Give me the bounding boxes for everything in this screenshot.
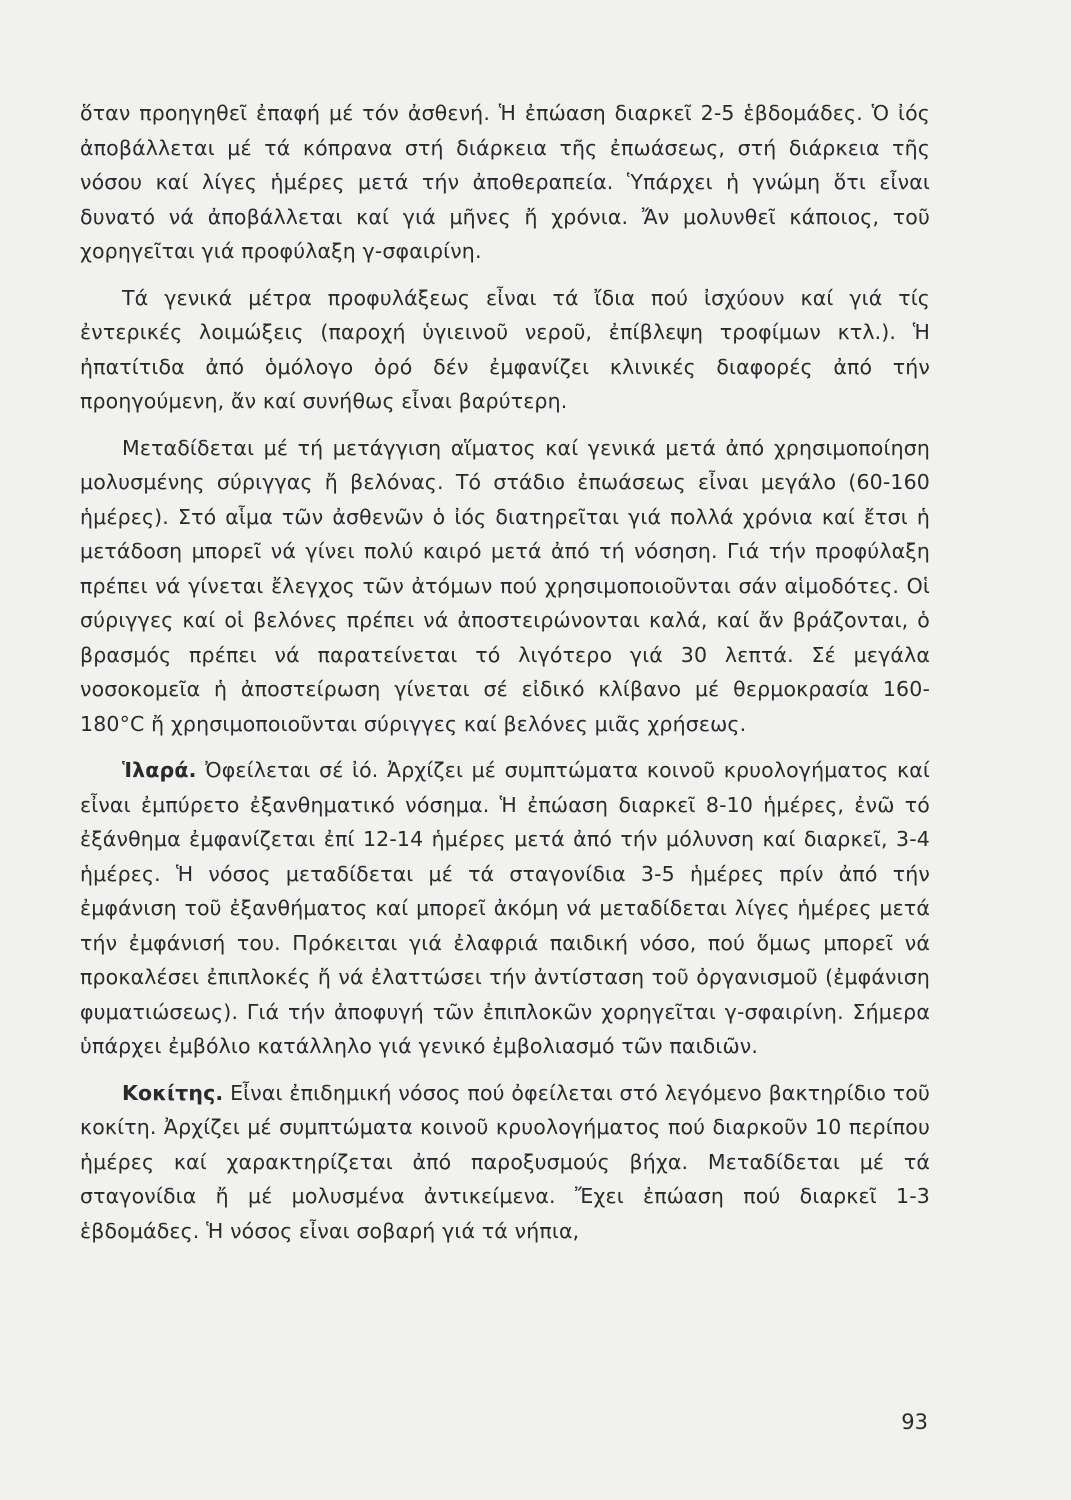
paragraph-text: ὅταν προηγηθεῖ ἐπαφή μέ τόν ἀσθενή. Ἡ ἐπώαση διαρκεῖ 2-5 ἑβδομάδες. Ὁ ἰός ἀποβάλλεται μέ τά κόπρανα στή διάρκεια τῆς ἐπωάσεως, στή διάρκεια τῆς νόσου καί λίγες ἡμέρες μετά τήν ἀποθεραπεία. Ὑπάρχει ἡ γνώμη ὅτι εἶναι δυνατό νά ἀποβάλλεται καί γιά μῆνες ἤ χρόνια. Ἄν μολυνθεῖ κάποιος, τοῦ χορηγεῖται γιά προφύλαξη γ-σφαιρίνη. [80,101,930,263]
body-text [80,96,930,1248]
term-measles: Ἱλαρά. [122,758,197,782]
paragraph-text: Ὀφείλεται σέ ἰό. Ἀρχίζει μέ συμπτώματα κοινοῦ κρυολογήματος καί εἶναι ἐμπύρετο ἐξανθηματικό νόσημα. Ἡ ἐπώαση διαρκεῖ 8-10 ἡμέρες, ἐνῶ τό ἐξάνθημα ἐμφανίζεται ἐπί 12-14 ἡμέρες μετά ἀπό τήν μόλυνση καί διαρκεῖ, 3-4 ἡμέρες. Ἡ νόσος μεταδίδεται μέ τά σταγονίδια 3-5 ἡμέρες πρίν ἀπό τήν ἐμφάνιση τοῦ ἐξανθήματος καί μπορεῖ ἀκόμη νά μεταδίδεται λίγες ἡμέρες μετά τήν ἐμφάνισή του. Πρόκειται γιά ἐλαφριά παιδική νόσο, πού ὅμως μπορεῖ νά προκαλέσει ἐπιπλοκές ἤ νά ἐλαττώσει τήν ἀντίσταση τοῦ ὀργανισμοῦ (ἐμφάνιση φυματιώσεως). Γιά τήν ἀποφυγή τῶν ἐπιπλοκῶν χορηγεῖται γ-σφαιρίνη. Σήμερα ὑπάρχει ἐμβόλιο κατάλληλο γιά γενικό ἐμβολιασμό τῶν παιδιῶν. [80,758,930,1058]
term-whooping-cough: Κοκίτης. [122,1080,224,1105]
paragraph-prevention-measures [80,281,930,419]
paragraph-transmission [80,431,930,742]
paragraph-measles [80,753,930,1064]
paragraph-text: Τά γενικά μέτρα προφυλάξεως εἶναι τά ἴδια πού ἰσχύουν καί γιά τίς ἐντερικές λοιμώξεις (παροχή ὑγιεινοῦ νεροῦ, ἐπίβλεψη τροφίμων κτλ.). Ἡ ἠπατίτιδα ἀπό ὁμόλογο ὀρό δέν ἐμφανίζει κλινικές διαφορές ἀπό τήν προηγούμενη, ἄν καί συνήθως εἶναι βαρύτερη. [80,285,930,413]
paragraph-text: Εἶναι ἐπιδημική νόσος πού ὀφείλεται στό λεγόμενο βακτηρίδιο τοῦ κοκίτη. Ἀρχίζει μέ συμπτώματα κοινοῦ κρυολογήματος πού διαρκοῦν 10 περίπου ἡμέρες καί χαρακτηρίζεται ἀπό παροξυσμούς βήχα. Μεταδίδεται μέ τά σταγονίδια ἤ μέ μολυσμένα ἀντικείμενα. Ἔχει ἐπώαση πού διαρκεῖ 1-3 ἑβδομάδες. Ἡ νόσος εἶναι σοβαρή γιά τά νήπια, [80,1080,930,1243]
page-number: 93 [901,1410,928,1434]
paragraph-continuation [80,96,930,269]
paragraph-whooping-cough [80,1076,930,1249]
paragraph-text: Μεταδίδεται μέ τή μετάγγιση αἵματος καί γενικά μετά ἀπό χρησιμοποίηση μολυσμένης σύριγγας ἤ βελόνας. Τό στάδιο ἐπωάσεως εἶναι μεγάλο (60-160 ἡμέρες). Στό αἷμα τῶν ἀσθενῶν ὁ ἰός διατηρεῖται γιά πολλά χρόνια καί ἔτσι ἡ μετάδοση μπορεῖ νά γίνει πολύ καιρό μετά ἀπό τή νόσηση. Γιά τήν προφύλαξη πρέπει νά γίνεται ἔλεγχος τῶν ἀτόμων πού χρησιμοποιοῦνται σάν αἱμοδότες. Οἱ σύριγγες καί οἱ βελόνες πρέπει νά ἀποστειρώνονται καλά, καί ἄν βράζονται, ὁ βρασμός πρέπει νά παρατείνεται τό λιγότερο γιά 30 λεπτά. Σέ μεγάλα νοσοκομεῖα ἡ ἀποστείρωση γίνεται σέ εἰδικό κλίβανο μέ θερμοκρασία 160-180°C ἤ χρησιμοποιοῦνται σύριγγες καί βελόνες μιᾶς χρήσεως. [80,435,930,736]
